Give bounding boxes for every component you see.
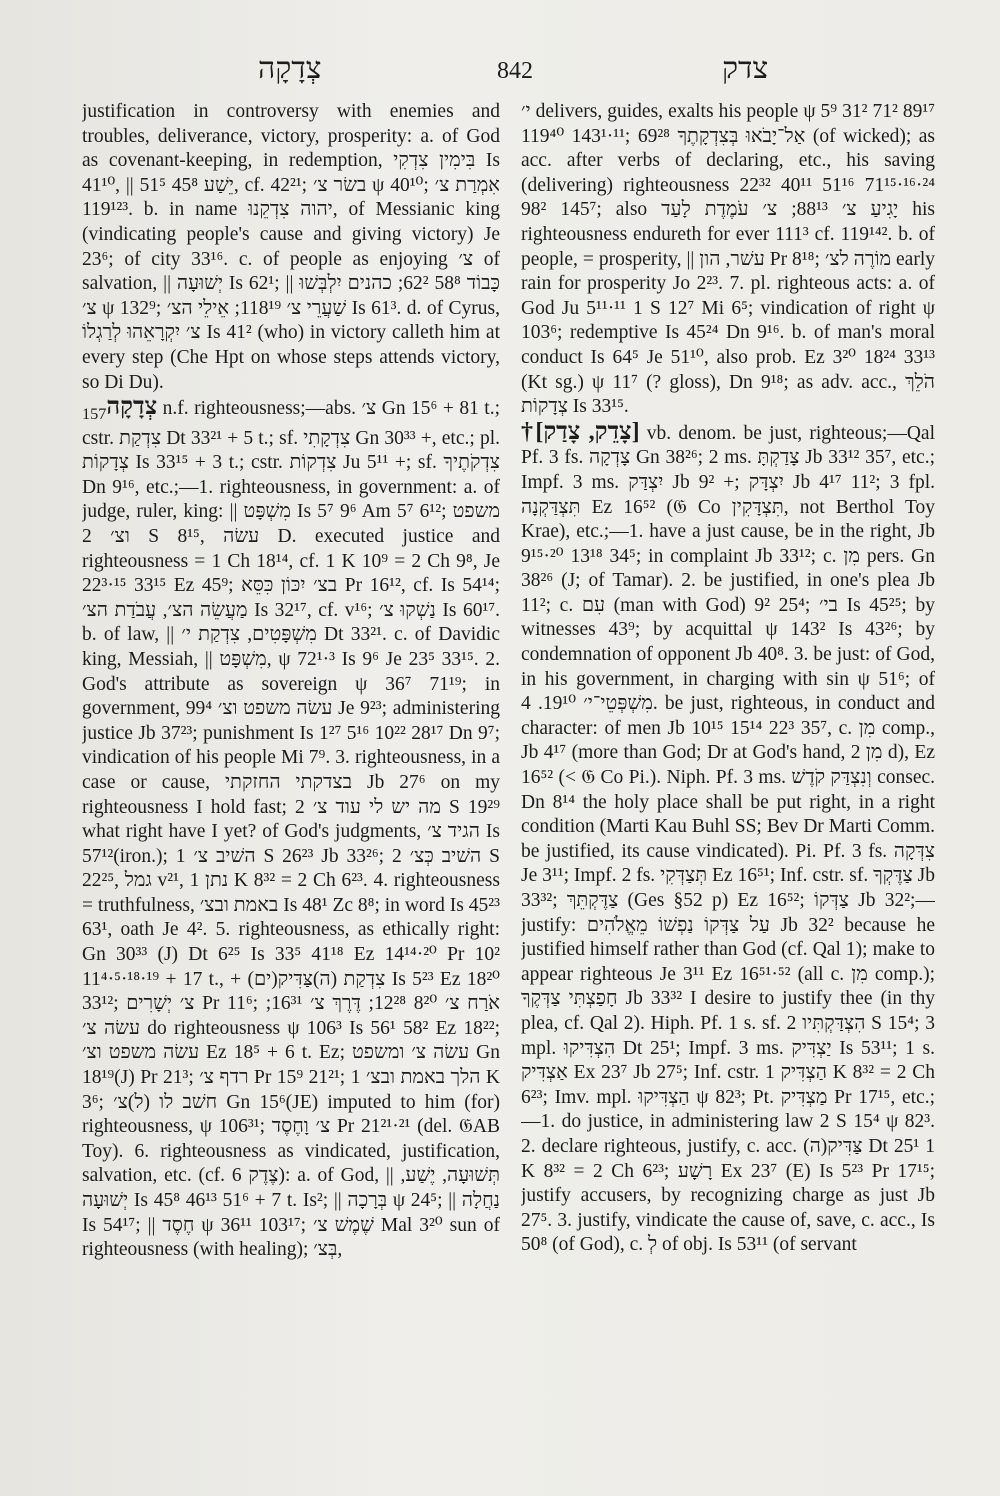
left-running-head: צְדָקָה bbox=[258, 52, 322, 85]
page-number: 842 bbox=[497, 58, 533, 84]
verb-entry-text: vb. denom. be just, righteous;—Qal Pf. 3 fs. צָדְקָה Gn 38²⁶; 2 ms. צָדַקְתָּ Jb 33¹² 35⁷, etc.; Impf. 3 ms. יִצְדַּק Jb 9² +; יִצְדָּק Jb 4¹⁷ 11²; 3 fpl. תִּצְדַּקְנָה Ez 16⁵² (𝔊 Co תִּצְדָּקִין, not Berthol Toy Krae), etc.;—1. have a just cause, be in the right, Jb 9¹⁵·²⁰ 13¹⁸ 34⁵; in complaint Jb 33¹²; c. מִן pers. Gn 38²⁶ (J; of Tamar). 2. be justified, in one's plea Jb 11²; c. עִם (man with God) 9² 25⁴; בי׳ Is 45²⁵; by witnesses 43⁹; by acquittal ψ 143² Is 43²⁶; by condemnation of opponent Jb 40⁸. 3. be just: of God, in his government, in charging with sin ψ 51⁶; of מִשְׁפְּטֵי־י׳ 19¹⁰. 4. be just, righteous, in conduct and character: of men Jb 10¹⁵ 15¹⁴ 22³ 35⁷, c. מִן comp., Jb 4¹⁷ (more than God; Dr at God's hand, מִן 2 d), Ez 16⁵² (< 𝔊 Co Pi.). Niph. Pf. 3 ms. וְנִצְדַּק קֹדֶשׁ consec. Dn 8¹⁴ the holy place shall be put right, in a right condition (Marti Kau Buhl SS; Bev Dr Marti Comm. be justified, its cause vindicated). Pi. Pf. 3 fs. צִדְּקָה Je 3¹¹; Impf. 2 fs. תְּצַדְּקִי Ez 16⁵¹; Inf. cstr. sf. צַדֶּקְךָ Jb 33³²; צַדֶּקְתֵּךְ (Ges §52 p) Ez 16⁵²; צַדְּקוֹ Jb 32²;—justify: עַל צַדְּקוֹ נַפְשׁוֹ מֵאֱלֹהִים Jb 32² because he justified himself rather than God (cf. Qal 1); make to appear righteous Je 3¹¹ Ez 16⁵¹·⁵² (all c. מִן comp.); חָפַצְתִּי צַדְּקֶךָ Jb 33³² I desire to justify thee (in thy plea, cf. Qal 2). Hiph. Pf. 1 s. sf. הִצְדַּקְתִּיו 2 S 15⁴; 3 mpl. הִצְדִּיקוּ Dt 25¹; Impf. 3 ms. יַצְדִּיק Is 53¹¹; 1 s. אַצְדִּיק Ex 23⁷ Jb 27⁵; Inf. cstr. הַצְדִּיק 1 K 8³² = 2 Ch 6²³; Imv. mpl. הַצְדִּיקוּ ψ 82³; Pt. מַצְדִּיק Pr 17¹⁵, etc.;—1. do justice, in administering law 2 S 15⁴ ψ 82³. 2. declare righteous, justify, c. acc. (ה)צַּדִּיק Dt 25¹ 1 K 8³² = 2 Ch 6²³; רָשָׁע Ex 23⁷ (E) Is 5²³ Pr 17¹⁵; justify accusers, by recognizing charge as just Jb 27⁵. 3. justify, vindicate the cause of, save, c. acc., Is 50⁸ (of God), c. לְ of obj. Is 53¹¹ (of servant bbox=[521, 422, 935, 1256]
right-column bbox=[521, 100, 935, 1480]
entry-headword: צְדָקָה bbox=[106, 394, 158, 421]
right-running-head: צדק bbox=[722, 52, 769, 85]
verb-headword: †[צָדֵק, צָדַק] bbox=[521, 418, 640, 445]
right-entry-paragraph bbox=[521, 420, 935, 1258]
left-column bbox=[82, 100, 500, 1480]
left-continuation-paragraph: justification in controversy with enemies and troubles, deliverance, victory, prosperity: a. of God as covenant-keeping, in redemption, בִּימִין צִדְקִי Is 41¹⁰, || יֵשַׁע 45⁸ 51⁵, cf. 42²¹; בשׂר צ׳ ψ 40¹⁰; אִמְרַת צ׳ 119¹²³. b. in name יהוה צִדְקֵנוּ, of Messianic king (vindicating people's cause and giving victory) Je 23⁶; of city 33¹⁶. c. of people as enjoying צ׳ of salvation, || יְשׁוּעָה Is 62¹; || כָּבוֹד 58⁸ 62²; כהנים יִלְבְּשׁוּ צ׳ ψ 132⁹; שַׁעֲרֵי צ׳ 118¹⁹; אֵילֵי הצ׳ Is 61³. d. of Cyrus, צ׳ יִקְרָאֵהוּ לְרַגְלוֹ Is 41² (who) in victory calleth him at every step (Che Hpt on whose steps attends victory, so Di Du). bbox=[82, 101, 500, 393]
page-header bbox=[0, 52, 1000, 96]
entry-text: n.f. righteousness;—abs. צ׳ Gn 15⁶ + 81 t.; cstr. צִדְקַת Dt 33²¹ + 5 t.; sf. צִדְקָתִי Gn 30³³ +, etc.; pl. צְדָקוֹת Is 33¹⁵ + 3 t.; cstr. צִדְקוֹת Ju 5¹¹ +; sf. צִדְקֹתֶיךָ Dn 9¹⁶, etc.;—1. righteousness, in government: a. of judge, ruler, king: || מִשְׁפָּט Is 5⁷ 9⁶ Am 5⁷ 6¹²; משפט וצ׳ 2 S 8¹⁵, עשׂה D. executed justice and righteousness = 1 Ch 18¹⁴, cf. 1 K 10⁹ = 2 Ch 9⁸, Je 22³·¹⁵ 33¹⁵ Ez 45⁹; בצ׳ יִכּוֹן כִּסֵּא Pr 16¹², cf. Is 54¹⁴; מַעֲשֵׂה הצ׳, עֲבֹדַת הצ׳ Is 32¹⁷, cf. v¹⁶; נַשְׁקוּ צ׳ Is 60¹⁷. b. of law, || מִשְׁפָּטִים, צִדְקַת י׳ Dt 33²¹. c. of Davidic king, Messiah, || מִשְׁפָּט, ψ 72¹·³ Is 9⁶ Je 23⁵ 33¹⁵. 2. God's attribute as sovereign ψ 36⁷ 71¹⁹; in government, עשׂה משפט וצ׳ 99⁴ Je 9²³; administering justice Jb 37²³; punishment Is 1²⁷ 5¹⁶ 10²² 28¹⁷ Dn 9⁷; vindication of his people Mi 7⁹. 3. righteousness, in a case or cause, בצדקתי החזקתי Jb 27⁶ on my righteousness I hold fast; מה יש לי עוד צ׳ 2 S 19²⁹ what right have I yet? of God's judgments, הגיד צ׳ Is 57¹²(iron.); השׁיב צ׳ 1 S 26²³ Jb 33²⁶; השׁיב כְּצ׳ 2 S 22²⁵, גמל v²¹, נתן 1 K 8³² = 2 Ch 6²³. 4. righteousness = truthfulness, באמת ובצ׳ Is 48¹ Zc 8⁸; in word Is 45²³ 63¹, oath Je 4². 5. righteousness, as ethically right: Gn 30³³ (J) Dt 6²⁵ Is 33⁵ 41¹⁸ Ez 14¹⁴·²⁰ Pr 10² 11⁴·⁵·¹⁸·¹⁹ + 17 t., + צִדְקַת (ה)צַּדִּיק(ים) Is 5²³ Ez 18²⁰ 33¹²; צ׳ יְשָׁרִים Pr 11⁶; אֹרַח צ׳ 8²⁰ 12²⁸; דֶּרֶךְ צ׳ 16³¹; עשׂה צ׳ do righteousness ψ 106³ Is 56¹ 58² Ez 18²²; עשׂה משפט וצ׳ Ez 18⁵ + 6 t. Ez; עשׂה צ׳ ומשפט Gn 18¹⁹(J) Pr 21³; רדף צ׳ Pr 15⁹ 21²¹; הלך באמת ובצ׳ 1 K 3⁶; חשׁב לו (ל)צ׳ Gn 15⁶(JE) imputed to him (for) righteousness, ψ 106³¹; צ׳ וָחֶסֶד Pr 21²¹·²¹ (del. 𝔊AB Toy). 6. righteousness as vindicated, justification, salvation, etc. (cf. צֶדֶק 6): a. of God, || תְּשׁוּעָה, יֶשַׁע, יְשׁוּעָה Is 45⁸ 46¹³ 51⁶ + 7 t. Is²; || בְּרָכָה ψ 24⁵; || נַחֲלָה Is 54¹⁷; || חֶסֶד ψ 36¹¹ 103¹⁷; שֶׁמֶשׁ צ׳ Mal 3²⁰ sun of righteousness (with healing); בְּצ׳, bbox=[82, 398, 500, 1261]
left-entry-paragraph bbox=[82, 395, 500, 1263]
right-continuation-paragraph: י׳ delivers, guides, exalts his people ψ 5⁹ 31² 71² 89¹⁷ 119⁴⁰ 143¹·¹¹; אַל־יָבֹאוּ בְּצִדְקָתֶךָ 69²⁸ (of wicked); as acc. after verbs of declaring, etc., his saving (delivering) righteousness 22³² 40¹¹ 51¹⁶ 71¹⁵·¹⁶·²⁴ 98² 145⁷; also יָגִיעַ צ׳ 88¹³; צ׳ עֹמֶדֶת לָעַד his righteousness endureth for ever 111³ cf. 119¹⁴². b. of people, = prosperity, || עשׁר, הון Pr 8¹⁸; מוֹרֶה לצ׳ early rain for prosperity Jo 2²³. 7. pl. righteous acts: a. of God Ju 5¹¹·¹¹ 1 S 12⁷ Mi 6⁵; vindication of right ψ 103⁶; redemptive Is 45²⁴ Dn 9¹⁶. b. of man's moral conduct Is 64⁵ Je 51¹⁰, also prob. Ez 3²⁰ 18²⁴ 33¹³ (Kt sg.) ψ 11⁷ (? gloss), Dn 9¹⁸; as adv. acc., הֹלֵךְ צְדָקוֹת Is 33¹⁵. bbox=[521, 101, 935, 418]
entry-number: 157 bbox=[82, 405, 107, 424]
